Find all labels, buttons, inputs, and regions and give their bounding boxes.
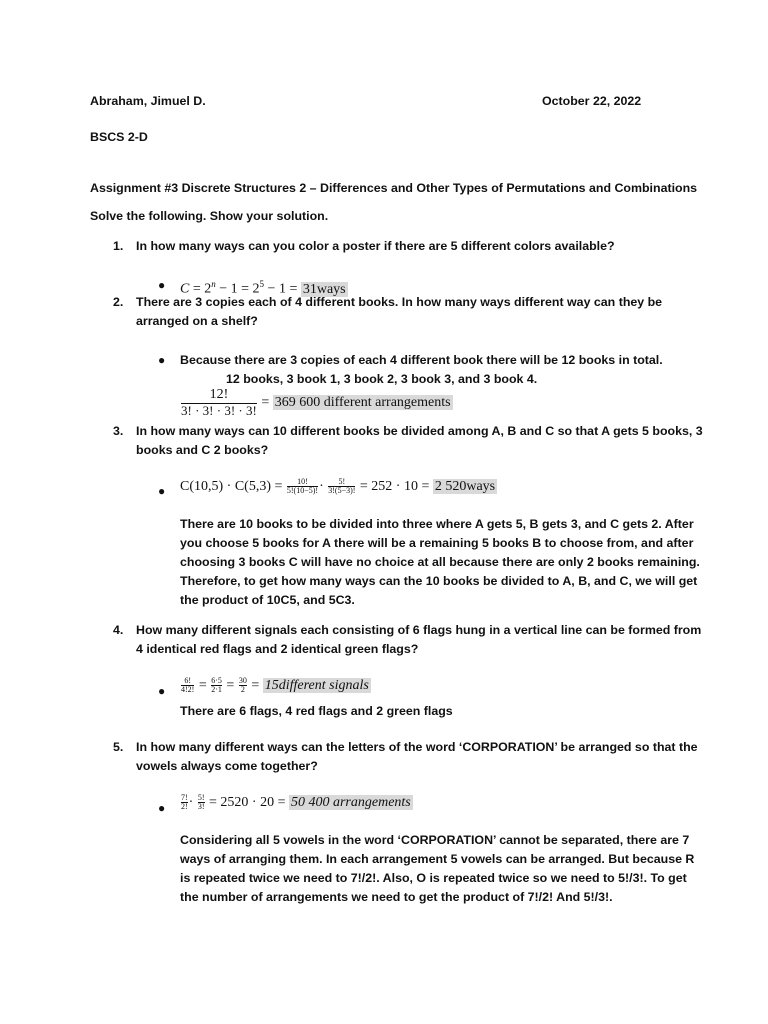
instruction-text: Solve the following. Show your solution. — [90, 209, 329, 223]
bullet-icon: ● — [158, 801, 166, 815]
problem-3-explanation-line-4: Therefore, to get how many ways can the 10 books be divided to A, B, and C, we will get — [180, 574, 698, 588]
section-label: BSCS 2-D — [90, 130, 148, 144]
problem-3-explanation-line-3: choosing 3 books C will have no choice at all because there are only 2 books remaining. — [180, 555, 700, 569]
problem-3-explanation-line-1: There are 10 books to be divided into three where A gets 5, B gets 3, and C gets 2. After — [180, 517, 694, 531]
problem-5-question-line-2: vowels always come together? — [136, 759, 318, 773]
problem-5-frac1-numerator: 7! — [181, 793, 188, 802]
problem-3-frac2-denominator: 3!(5−3)! — [328, 486, 356, 496]
problem-4-question-line-1: How many different signals each consisting of 6 flags hung in a vertical line can be formed from — [136, 623, 702, 637]
problem-5-frac1-denominator: 2! — [181, 802, 188, 812]
problem-4-question-line-2: 4 identical red flags and 2 identical green flags? — [136, 642, 419, 656]
problem-3-frac1-numerator: 10! — [297, 477, 308, 486]
problem-5-explanation-line-2: ways of arranging them. In each arrangement 5 vowels can be arranged. But because R — [180, 852, 695, 866]
problem-3-question-line-2: books and C 2 books? — [136, 443, 269, 457]
problem-3-explanation-line-5: the product of 10C5, and 5C3. — [180, 593, 355, 607]
problem-2-denominator: 3! · 3! · 3! · 3! — [181, 402, 257, 418]
problem-5-frac2-numerator: 5! — [197, 793, 205, 802]
problem-4-frac2-denominator: 2·1 — [211, 685, 222, 695]
problem-2-detail: 12 books, 3 book 1, 3 book 2, 3 book 3, and 3 book 4. — [226, 372, 538, 386]
problem-4-number: 4. — [113, 623, 124, 637]
problem-2-question-line-1: There are 3 copies each of 4 different books. In how many ways different way can they be — [136, 295, 663, 309]
problem-5-explanation-line-3: is repeated twice we need to 7!/2!. Also, O is repeated twice so we need to 5!/3!. To get — [180, 871, 687, 885]
problem-3-number: 3. — [113, 424, 124, 438]
problem-3-rhs: = 252 · 10 = — [359, 479, 430, 495]
assignment-title: Assignment #3 Discrete Structures 2 – Differences and Other Types of Permutations and Combinations — [90, 181, 698, 195]
problem-5-rhs: = 2520 · 20 = — [209, 795, 286, 811]
problem-3-question-line-1: In how many ways can 10 different books be divided among A, B and C so that A gets 5 books, 3 — [136, 424, 703, 438]
problem-5-number: 5. — [113, 740, 124, 754]
problem-4-frac3-denominator: 2 — [240, 685, 245, 695]
bullet-icon: ● — [158, 353, 166, 367]
problem-4-note: There are 6 flags, 4 red flags and 2 green flags — [180, 704, 453, 718]
problem-4-answer: 15different signals — [264, 678, 369, 694]
problem-1-question: In how many ways can you color a poster if there are 5 different colors available? — [136, 239, 615, 253]
problem-2-formula: $\frac{12!}{3! \cdot 3! \cdot 3! \cdot 3!}$ = 369 600 different arrangements — [181, 387, 451, 418]
problem-4-frac1-denominator: 4!2! — [181, 685, 195, 695]
problem-5-question-line-1: In how many different ways can the letters of the word ‘CORPORATION’ be arranged so that the — [136, 740, 698, 754]
problem-4-frac1-numerator: 6! — [184, 676, 191, 685]
problem-2-number: 2. — [113, 295, 124, 309]
problem-3-explanation-line-2: you choose 5 books for A there will be a remaining 5 books B to choose from, and after — [180, 536, 694, 550]
problem-2-numerator: 12! — [209, 387, 229, 402]
problem-5-answer: 50 400 arrangements — [290, 795, 411, 811]
problem-1-solution: $C = 2^n - 1 = 2^5 - 1$ = 31ways — [180, 279, 346, 297]
problem-5-explanation-line-1: Considering all 5 vowels in the word ‘CORPORATION’ cannot be separated, there are 7 — [180, 833, 690, 847]
problem-1-answer: 31ways — [302, 281, 346, 297]
problem-3-frac2-numerator: 5! — [338, 477, 346, 486]
problem-5-frac2-denominator: 3! — [197, 802, 205, 812]
problem-3-lhs: C(10,5) · C(5,3) = — [180, 479, 283, 495]
problem-2-bullet-text: Because there are 3 copies of each 4 different book there will be 12 books in total. — [180, 353, 663, 367]
problem-3-frac1-denominator: 5!(10−5)! — [286, 486, 319, 496]
problem-4-frac2-numerator: 6·5 — [211, 676, 222, 685]
problem-1-number: 1. — [113, 239, 124, 253]
problem-4-formula: $\frac{6!}{4!2!}$ = $\frac{6\cdot 5}{2\cdot 1}$ = $\frac{30}{2}$ = 15different signals — [181, 676, 369, 695]
document-date: October 22, 2022 — [542, 94, 642, 108]
bullet-icon: ● — [158, 684, 166, 698]
bullet-icon: ● — [158, 278, 166, 292]
problem-3-answer: 2 520ways — [434, 479, 496, 495]
problem-2-answer: 369 600 different arrangements — [274, 394, 451, 410]
problem-5-formula: $\frac{7!}{2!}$ · $\frac{5!}{3!}$ = 2520 · 20 = 50 400 arrangements — [181, 793, 411, 812]
bullet-icon: ● — [158, 484, 166, 498]
problem-3-formula: C(10,5) · C(5,3) = $\frac{10!}{5!(10-5)!}$ · $\frac{5!}{3!(5-3)!}$ = 252 · 10 = 2 520ways — [180, 477, 496, 496]
student-name: Abraham, Jimuel D. — [90, 94, 206, 108]
problem-4-frac3-numerator: 30 — [238, 676, 247, 685]
problem-2-question-line-2: arranged on a shelf? — [136, 314, 258, 328]
problem-5-explanation-line-4: the number of arrangements we need to get the product of 7!/2! And 5!/3!. — [180, 890, 613, 904]
